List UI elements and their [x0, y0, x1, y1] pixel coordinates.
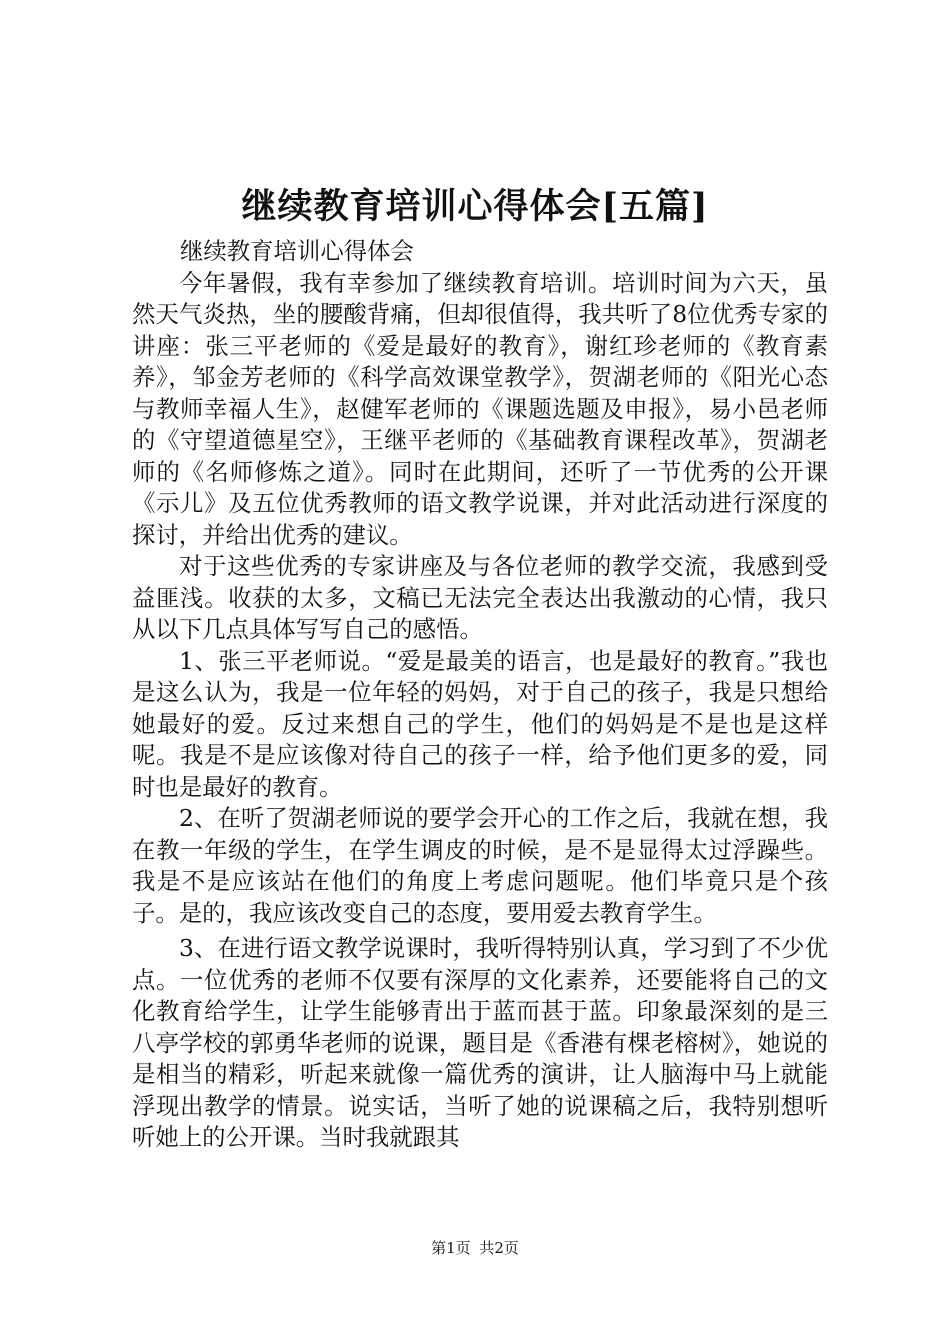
paragraph-point-3: 3、在进行语文教学说课时，我听得特别认真，学习到了不少优点。一位优秀的老师不仅要有深厚的文化素养，还要能将自己的文化教育给学生，让学生能够青出于蓝而甚于蓝。印象最深刻的是三八亭学校的郭勇华老师的说课，题目是《香港有棵老榕树》，她说的是相当的精彩，听起来就像一篇优秀的演讲，让人脑海中马上就能浮现出教学的情景。说实话，当听了她的说课稿之后，我特别想听听她上的公开课。当时我就跟其	[132, 934, 828, 1151]
page-total: 共2页	[479, 1239, 519, 1257]
document-subtitle: 继续教育培训心得体会	[180, 237, 414, 265]
document-body	[132, 236, 828, 1154]
page-footer	[0, 1238, 950, 1258]
document-title: 继续教育培训心得体会[五篇]	[241, 186, 709, 227]
paragraph-reflection: 对于这些优秀的专家讲座及与各位老师的教学交流，我感到受益匪浅。收获的太多，文稿已无法完全表达出我激动的心情，我只从以下几点具体写写自己的感悟。	[132, 552, 828, 643]
paragraph-point-1: 1、张三平老师说。“爱是最美的语言，也是最好的教育。”我也是这么认为，我是一位年轻的妈妈，对于自己的孩子，我是只想给她最好的爱。反过来想自己的学生，他们的妈妈是不是也是这样呢。我是不是应该像对待自己的孩子一样，给予他们更多的爱，同时也是最好的教育。	[132, 646, 828, 801]
paragraph-intro: 今年暑假，我有幸参加了继续教育培训。培训时间为六天，虽然天气炎热，坐的腰酸背痛，但却很值得，我共听了8位优秀专家的讲座：张三平老师的《爱是最好的教育》，谢红珍老师的《教育素养》，邹金芳老师的《科学高效课堂教学》，贺湖老师的《阳光心态与教师幸福人生》，赵健军老师的《课题选题及申报》，易小邑老师的《守望道德星空》，王继平老师的《基础教育课程改革》，贺湖老师的《名师修炼之道》。同时在此期间，还听了一节优秀的公开课《示儿》及五位优秀教师的语文教学说课，并对此活动进行深度的探讨，并给出优秀的建议。	[132, 268, 828, 549]
page-number: 第1页	[431, 1239, 471, 1257]
paragraph-point-2: 2、在听了贺湖老师说的要学会开心的工作之后，我就在想，我在教一年级的学生，在学生调皮的时候，是不是显得太过浮躁些。我是不是应该站在他们的角度上考虑问题呢。他们毕竟只是个孩子。是的，我应该改变自己的态度，要用爱去教育学生。	[132, 804, 828, 927]
